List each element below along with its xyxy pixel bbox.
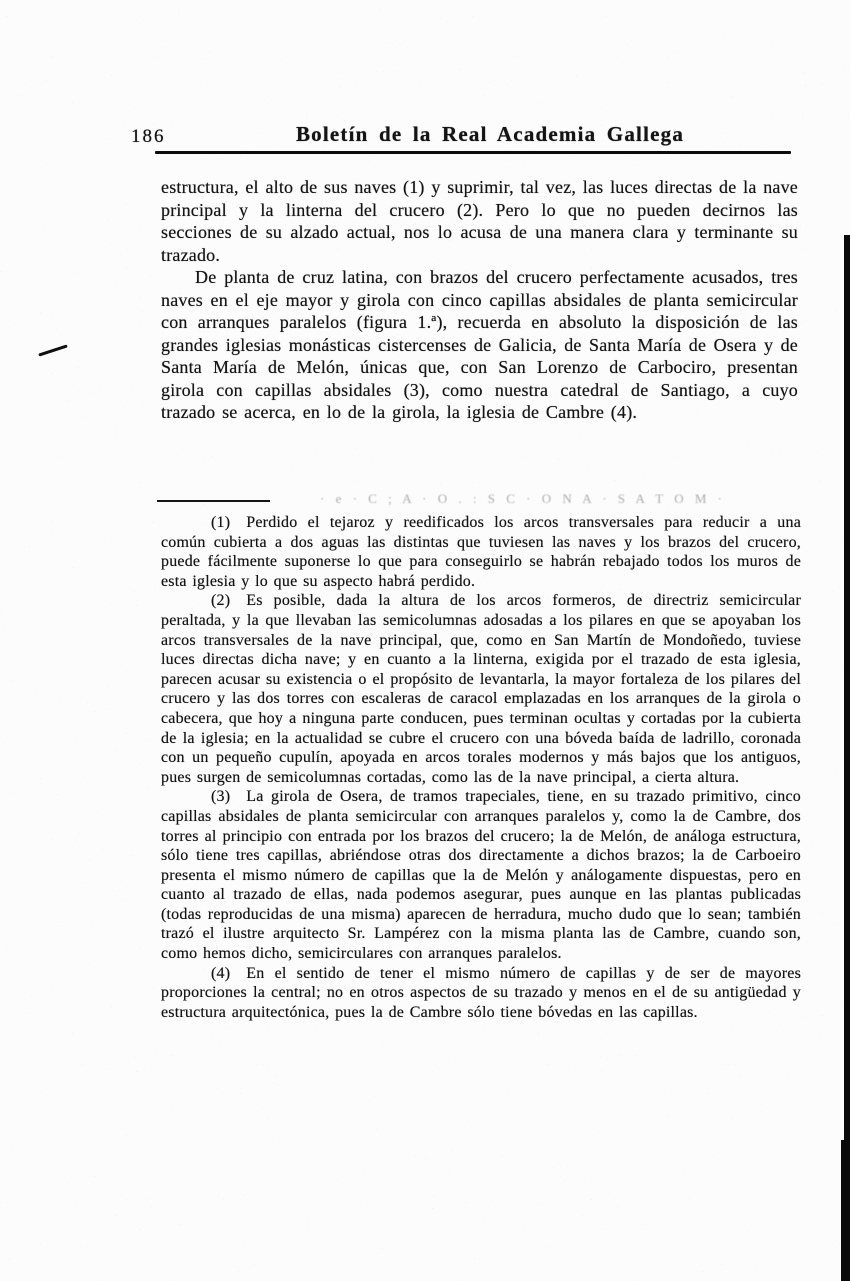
stray-ink-mark [38, 344, 67, 356]
scan-edge-shadow-bar-bottom [841, 1140, 850, 1281]
footnote-3 [161, 787, 801, 963]
main-text-block [161, 176, 798, 424]
body-paragraph-1: estructura, el alto de sus naves (1) y suprimir, tal vez, las luces directas de la nave principal y la linterna del crucero (2). Pero lo que no pueden decirnos las secciones de su alzado actual, nos lo acusa de una manera clara y terminante su trazado. [161, 177, 798, 265]
bleed-through-artifact: · e · C ; A · O . : S C · O N A · S A T O M · [320, 491, 726, 506]
footnote-separator-rule [157, 500, 270, 502]
scan-edge-shadow-bar [844, 235, 850, 1281]
journal-title: Boletín de la Real Academia Gallega [295, 122, 685, 146]
footnote-4-text: En el sentido de tener el mismo número de capillas y de ser de mayores proporciones la central; no en otros aspectos de su trazado y menos en el de su antigüedad y estructura arquitectónica, pues la de Cambre sólo tiene bóvedas en las capillas. [161, 964, 801, 1021]
footnote-3-marker: (3) [211, 788, 231, 806]
header-rule [155, 151, 791, 154]
footnote-1-marker: (1) [211, 514, 231, 531]
footnote-2-marker: (2) [211, 592, 231, 610]
footnotes-block [161, 513, 801, 1022]
footnote-3-text: La girola de Osera, de tramos trapeciales, tiene, en su trazado primitivo, cinco capillas absidales de planta semicircular con arranques paralelos y, como la de Cambre, dos torres al principio con entrada por los brazos del crucero; la de Melón, de análoga estructura, sólo tiene tres capillas, abriéndose otras dos directamente a dichos brazos; la de Carboeiro presenta el mismo número de capillas que la de Melón y análogamente dispuestas, pero en cuanto al trazado de ellas, nada podemos asegurar, pues aunque en las plantas publicadas (todas reproducidas de una misma) aparecen de herradura, mucho dudo que lo sean; también trazó el ilustre arquitecto Sr. Lampérez con la misma planta las de Cambre, cuando son, como hemos dicho, semicirculares con arranques paralelos. [161, 788, 801, 963]
page-number: 186 [131, 126, 166, 147]
footnote-1 [161, 513, 801, 591]
footnote-4 [161, 964, 801, 1023]
footnote-2-text: Es posible, dada la altura de los arcos formeros, de directriz semicircular peraltada, y la que llevaban las semicolumnas adosadas a los pilares en que se apoyaban los arcos transversales de la nave principal, que, como en San Martín de Mondoñedo, tuviese luces directas dicha nave; y en cuanto a la linterna, exigida por el trazado de esta iglesia, parecen acusar su existencia o el propósito de levantarla, la mayor fortaleza de los pilares del crucero y las dos torres con escaleras de caracol emplazadas en los arranques de la girola o cabecera, que hoy a ninguna parte conducen, pues terminan ocultas y cortadas por la cubierta de la iglesia; en la actualidad se cubre el crucero con una bóveda baída de ladrillo, coronada con un pequeño cupulín, apoyada en arcos torales modernos y más bajos que los antiguos, pues surgen de semicolumnas cortadas, como las de la nave principal, a cierta altura. [161, 592, 801, 786]
footnote-4-marker: (4) [211, 964, 231, 982]
footnote-1-text: Perdido el tejaroz y reedificados los arcos transversales para reducir a una común cubierta a dos aguas las distintas que tuviesen las naves y los brazos del crucero, puede fácilmente suponerse lo que para conseguirlo se habrán rebajado todos los muros de esta iglesia y lo que su aspecto habrá perdido. [161, 514, 801, 590]
footnote-2 [161, 591, 801, 787]
body-paragraph-2: De planta de cruz latina, con brazos del crucero perfectamente acusados, tres naves en el eje mayor y girola con cinco capillas absidales de planta semicircular con arranques paralelos (figura 1.ª), recuerda en absoluto la disposición de las grandes iglesias monásticas cistercenses de Galicia, de Santa María de Osera y de Santa María de Melón, únicas que, con San Lorenzo de Carbociro, presentan girola con capillas absidales (3), como nuestra catedral de Santiago, a cuyo trazado se acerca, en lo de la girola, la iglesia de Cambre (4). [161, 267, 798, 422]
